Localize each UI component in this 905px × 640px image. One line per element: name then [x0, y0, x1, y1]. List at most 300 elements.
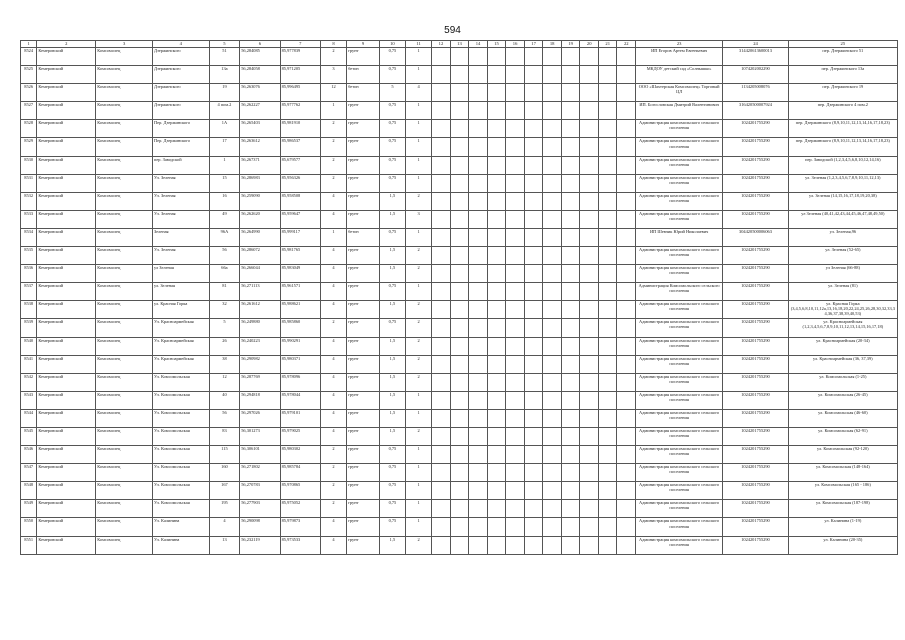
cell-area: 1,5 [379, 210, 405, 228]
empty-cell [432, 138, 451, 156]
empty-cell [543, 518, 562, 536]
cell-served-addresses: ул. Комсомольская (46-60) [788, 409, 897, 427]
cell-area: 1,5 [379, 301, 405, 319]
cell-district: Кемеровский [37, 337, 96, 355]
cell-ogrn: 1024201755290 [723, 301, 788, 319]
cell-container-count: 4 [320, 427, 346, 445]
cell-container-count: 4 [320, 391, 346, 409]
empty-cell [487, 210, 506, 228]
empty-cell [598, 228, 617, 246]
empty-cell [506, 409, 525, 427]
empty-cell [524, 301, 543, 319]
cell-latitude: 56,265403 [240, 120, 280, 138]
empty-cell [543, 138, 562, 156]
cell-district: Кемеровский [37, 192, 96, 210]
column-number: 14 [469, 41, 488, 48]
column-number-row [21, 41, 898, 48]
cell-served-addresses: пер. Дзержинского 19 [788, 84, 897, 102]
cell-bin-count: 1 [406, 283, 432, 301]
cell-street: Дзержинского [152, 102, 209, 120]
cell-row-number: 8544 [21, 409, 37, 427]
table-row [21, 210, 898, 228]
empty-cell [524, 337, 543, 355]
cell-latitude: 56,271802 [240, 464, 280, 482]
empty-cell [561, 210, 580, 228]
cell-settlement: Комсомолец [96, 156, 153, 174]
cell-district: Кемеровский [37, 518, 96, 536]
column-number: 24 [723, 41, 788, 48]
cell-row-number: 8540 [21, 337, 37, 355]
cell-owner: ИП Егоров Артем Евгеньевич [636, 48, 723, 66]
cell-bin-count: 2 [406, 427, 432, 445]
empty-cell [469, 464, 488, 482]
empty-cell [432, 301, 451, 319]
empty-cell [543, 409, 562, 427]
cell-owner: ИП. Богословская Дмитрий Валентинович [636, 102, 723, 120]
empty-cell [450, 210, 469, 228]
cell-surface-type: грунт [347, 355, 380, 373]
empty-cell [432, 120, 451, 138]
cell-district: Кемеровский [37, 283, 96, 301]
cell-street: Зеленая [152, 228, 209, 246]
empty-cell [561, 482, 580, 500]
cell-street: Дзержинского [152, 84, 209, 102]
empty-cell [580, 301, 599, 319]
cell-latitude: 56,261612 [240, 301, 280, 319]
empty-cell [524, 446, 543, 464]
cell-owner: Администрация комсомольского сельского поселения [636, 373, 723, 391]
empty-cell [561, 48, 580, 66]
empty-cell [617, 391, 636, 409]
empty-cell [469, 409, 488, 427]
cell-surface-type: грунт [347, 391, 380, 409]
cell-house: 115 [209, 446, 240, 464]
cell-settlement: Комсомолец [96, 319, 153, 337]
cell-served-addresses: ул. Красноармейская (20-34) [788, 337, 897, 355]
cell-longitude: 85,978044 [280, 391, 320, 409]
empty-cell [469, 228, 488, 246]
cell-ogrn: 1024201755290 [723, 192, 788, 210]
cell-bin-count: 1 [406, 446, 432, 464]
empty-cell [580, 156, 599, 174]
cell-latitude: 56,284085 [240, 48, 280, 66]
cell-container-count: 4 [320, 337, 346, 355]
empty-cell [561, 102, 580, 120]
empty-cell [543, 391, 562, 409]
empty-cell [598, 373, 617, 391]
cell-district: Кемеровский [37, 247, 96, 265]
empty-cell [506, 301, 525, 319]
cell-served-addresses: ул. Комсомольская (148-164) [788, 464, 897, 482]
table-row [21, 48, 898, 66]
empty-cell [543, 247, 562, 265]
cell-street: Ул. Комсомольская [152, 391, 209, 409]
empty-cell [487, 48, 506, 66]
empty-cell [506, 427, 525, 445]
empty-cell [561, 228, 580, 246]
empty-cell [506, 66, 525, 84]
empty-cell [617, 138, 636, 156]
cell-bin-count: 2 [406, 265, 432, 283]
cell-area: 1,5 [379, 391, 405, 409]
cell-settlement: Комсомолец [96, 66, 153, 84]
empty-cell [450, 120, 469, 138]
empty-cell [432, 192, 451, 210]
empty-cell [432, 355, 451, 373]
empty-cell [561, 337, 580, 355]
cell-served-addresses: ул. Зеленая (14,15,16,17,18,19,20,38) [788, 192, 897, 210]
empty-cell [469, 283, 488, 301]
empty-cell [580, 66, 599, 84]
cell-row-number: 8534 [21, 228, 37, 246]
empty-cell [598, 265, 617, 283]
cell-surface-type: грунт [347, 373, 380, 391]
cell-latitude: 56,286072 [240, 247, 280, 265]
cell-bin-count: 2 [406, 192, 432, 210]
cell-longitude: 85,985784 [280, 464, 320, 482]
cell-district: Кемеровский [37, 409, 96, 427]
cell-bin-count: 2 [406, 247, 432, 265]
cell-bin-count: 1 [406, 464, 432, 482]
cell-bin-count: 1 [406, 500, 432, 518]
empty-cell [432, 228, 451, 246]
cell-longitude: 85,978096 [280, 373, 320, 391]
cell-owner: Администрация комсомольского сельского поселения [636, 265, 723, 283]
cell-house: 13а [209, 66, 240, 84]
cell-owner: Администрация комсомольского сельского поселения [636, 518, 723, 536]
empty-cell [450, 446, 469, 464]
empty-cell [580, 210, 599, 228]
cell-area: 1,5 [379, 355, 405, 373]
cell-street: Ул. Красноармейская [152, 337, 209, 355]
cell-longitude: 85,975052 [280, 500, 320, 518]
empty-cell [598, 427, 617, 445]
cell-area: 0,75 [379, 500, 405, 518]
empty-cell [432, 283, 451, 301]
cell-row-number: 8535 [21, 247, 37, 265]
cell-area: 0,75 [379, 228, 405, 246]
cell-latitude: 56,270783 [240, 482, 280, 500]
empty-cell [450, 138, 469, 156]
cell-owner: Администрация комсомольского сельского поселения [636, 355, 723, 373]
empty-cell [432, 391, 451, 409]
cell-latitude: 56,287769 [240, 373, 280, 391]
empty-cell [469, 265, 488, 283]
empty-cell [432, 373, 451, 391]
cell-area: 0,75 [379, 138, 405, 156]
empty-cell [561, 319, 580, 337]
column-number: 23 [636, 41, 723, 48]
cell-house: 56 [209, 409, 240, 427]
column-number: 11 [406, 41, 432, 48]
cell-street: ул. Зеленая [152, 283, 209, 301]
cell-served-addresses: ул. Зеленая (1,2,3,4,5,6,7,8,9,10,11,12,13) [788, 174, 897, 192]
cell-district: Кемеровский [37, 427, 96, 445]
cell-area: 1,5 [379, 536, 405, 554]
cell-street: Ул. Калинина [152, 536, 209, 554]
empty-cell [469, 391, 488, 409]
cell-surface-type: грунт [347, 120, 380, 138]
empty-cell [450, 464, 469, 482]
empty-cell [506, 84, 525, 102]
cell-surface-type: грунт [347, 138, 380, 156]
empty-cell [450, 48, 469, 66]
empty-cell [617, 66, 636, 84]
table-row [21, 391, 898, 409]
cell-ogrn: 1024201755290 [723, 283, 788, 301]
cell-ogrn: 1024201755290 [723, 536, 788, 554]
cell-bin-count: 1 [406, 138, 432, 156]
empty-cell [450, 174, 469, 192]
empty-cell [450, 500, 469, 518]
table-body [21, 41, 898, 555]
cell-settlement: Комсомолец [96, 102, 153, 120]
empty-cell [617, 373, 636, 391]
cell-house: 195 [209, 500, 240, 518]
cell-ogrn: 1024201755290 [723, 120, 788, 138]
cell-row-number: 8539 [21, 319, 37, 337]
cell-district: Кемеровский [37, 391, 96, 409]
table-row [21, 84, 898, 102]
cell-served-addresses: ул. Зеленая,96 [788, 228, 897, 246]
cell-surface-type: грунт [347, 464, 380, 482]
empty-cell [432, 464, 451, 482]
cell-street: Ул. Комсомольская [152, 500, 209, 518]
cell-latitude: 56,263612 [240, 138, 280, 156]
cell-longitude: 85,990291 [280, 337, 320, 355]
cell-settlement: Комсомолец [96, 355, 153, 373]
cell-house: 83 [209, 427, 240, 445]
cell-row-number: 8526 [21, 84, 37, 102]
cell-settlement: Комсомолец [96, 174, 153, 192]
empty-cell [543, 156, 562, 174]
cell-container-count: 12 [320, 84, 346, 102]
empty-cell [487, 192, 506, 210]
empty-cell [487, 409, 506, 427]
cell-longitude: 85,983049 [280, 265, 320, 283]
empty-cell [524, 482, 543, 500]
cell-longitude: 85,970865 [280, 482, 320, 500]
cell-surface-type: грунт [347, 446, 380, 464]
cell-street: Ул. Комсомольская [152, 446, 209, 464]
cell-served-addresses: ул. Комсомольская (26-45) [788, 391, 897, 409]
empty-cell [450, 247, 469, 265]
empty-cell [580, 446, 599, 464]
cell-container-count: 4 [320, 192, 346, 210]
cell-street: Пер. Дзержинского [152, 138, 209, 156]
cell-longitude: 85,977762 [280, 102, 320, 120]
column-number: 5 [209, 41, 240, 48]
cell-settlement: Комсомолец [96, 192, 153, 210]
cell-owner: МКДОУ детский сад «Солнышко» [636, 66, 723, 84]
empty-cell [561, 536, 580, 554]
cell-area: 1,5 [379, 427, 405, 445]
empty-cell [598, 446, 617, 464]
empty-cell [543, 500, 562, 518]
empty-cell [487, 66, 506, 84]
cell-settlement: Комсомолец [96, 373, 153, 391]
cell-house: 16 [209, 192, 240, 210]
cell-longitude: 85,999117 [280, 228, 320, 246]
empty-cell [617, 500, 636, 518]
empty-cell [487, 283, 506, 301]
empty-cell [432, 156, 451, 174]
cell-house: 15 [209, 174, 240, 192]
cell-district: Кемеровский [37, 500, 96, 518]
cell-street: Ул. Комсомольская [152, 427, 209, 445]
empty-cell [543, 482, 562, 500]
empty-cell [561, 192, 580, 210]
empty-cell [506, 355, 525, 373]
cell-served-addresses: ул. Калинина (1-19) [788, 518, 897, 536]
empty-cell [469, 500, 488, 518]
empty-cell [487, 265, 506, 283]
cell-container-count: 4 [320, 518, 346, 536]
empty-cell [617, 337, 636, 355]
cell-settlement: Комсомолец [96, 518, 153, 536]
cell-bin-count: 2 [406, 355, 432, 373]
empty-cell [524, 156, 543, 174]
cell-container-count: 2 [320, 319, 346, 337]
empty-cell [469, 301, 488, 319]
empty-cell [598, 156, 617, 174]
cell-ogrn: 1074202002290 [723, 66, 788, 84]
cell-row-number: 8536 [21, 265, 37, 283]
cell-settlement: Комсомолец [96, 265, 153, 283]
cell-served-addresses: ул. Комсомольская (92-120) [788, 446, 897, 464]
empty-cell [524, 464, 543, 482]
cell-owner: ИП Шевчик Юрий Николаевич [636, 228, 723, 246]
empty-cell [598, 174, 617, 192]
cell-settlement: Комсомолец [96, 409, 153, 427]
empty-cell [450, 84, 469, 102]
empty-cell [561, 518, 580, 536]
empty-cell [580, 355, 599, 373]
cell-house: 56 [209, 247, 240, 265]
empty-cell [432, 446, 451, 464]
cell-surface-type: грунт [347, 192, 380, 210]
cell-container-count: 4 [320, 283, 346, 301]
cell-settlement: Комсомолец [96, 536, 153, 554]
column-number: 16 [506, 41, 525, 48]
empty-cell [524, 283, 543, 301]
cell-ogrn: 1024201755290 [723, 482, 788, 500]
table-row [21, 355, 898, 373]
cell-owner: Администрация комсомольского сельского поселения [636, 500, 723, 518]
table-row [21, 536, 898, 554]
cell-settlement: Комсомолец [96, 228, 153, 246]
cell-row-number: 8528 [21, 120, 37, 138]
cell-bin-count: 2 [406, 301, 432, 319]
cell-ogrn: 1024201755290 [723, 446, 788, 464]
empty-cell [617, 409, 636, 427]
cell-row-number: 8538 [21, 301, 37, 319]
cell-owner: Администрация комсомольского сельского поселения [636, 446, 723, 464]
cell-district: Кемеровский [37, 48, 96, 66]
cell-surface-type: грунт [347, 536, 380, 554]
empty-cell [580, 192, 599, 210]
empty-cell [469, 102, 488, 120]
cell-bin-count: 1 [406, 228, 432, 246]
cell-longitude: 85,961571 [280, 283, 320, 301]
empty-cell [580, 228, 599, 246]
empty-cell [617, 482, 636, 500]
empty-cell [487, 247, 506, 265]
empty-cell [598, 84, 617, 102]
cell-owner: Администрация комсомольского сельского поселения [636, 210, 723, 228]
cell-longitude: 85,971205 [280, 66, 320, 84]
empty-cell [432, 319, 451, 337]
cell-served-addresses: ул. Комсомольская (1-25) [788, 373, 897, 391]
empty-cell [469, 48, 488, 66]
empty-cell [469, 210, 488, 228]
cell-latitude: 56,259090 [240, 192, 280, 210]
empty-cell [487, 500, 506, 518]
empty-cell [506, 192, 525, 210]
cell-served-addresses: ул. Красноармейская (36, 37,39) [788, 355, 897, 373]
table-row [21, 446, 898, 464]
empty-cell [617, 210, 636, 228]
cell-container-count: 4 [320, 536, 346, 554]
cell-bin-count: 1 [406, 120, 432, 138]
cell-street: Ул. Комсомольская [152, 464, 209, 482]
empty-cell [524, 138, 543, 156]
cell-district: Кемеровский [37, 464, 96, 482]
table-row [21, 120, 898, 138]
cell-served-addresses: пер. Дзержинского 4 пом.2 [788, 102, 897, 120]
cell-longitude: 85,981765 [280, 247, 320, 265]
cell-ogrn: 314420613600013 [723, 48, 788, 66]
cell-street: Ул. Зеленая [152, 174, 209, 192]
cell-street: пер. Заводской [152, 156, 209, 174]
empty-cell [450, 409, 469, 427]
empty-cell [561, 156, 580, 174]
cell-settlement: Комсомолец [96, 337, 153, 355]
table-row [21, 301, 898, 319]
empty-cell [432, 247, 451, 265]
cell-ogrn: 1024201755290 [723, 138, 788, 156]
empty-cell [580, 174, 599, 192]
cell-ogrn: 1024201755290 [723, 337, 788, 355]
empty-cell [506, 265, 525, 283]
cell-area: 0,75 [379, 120, 405, 138]
empty-cell [580, 265, 599, 283]
empty-cell [580, 518, 599, 536]
empty-cell [450, 427, 469, 445]
cell-settlement: Комсомолец [96, 48, 153, 66]
cell-street: Ул. Калинина [152, 518, 209, 536]
empty-cell [598, 192, 617, 210]
cell-settlement: Комсомолец [96, 464, 153, 482]
empty-cell [506, 120, 525, 138]
cell-row-number: 8543 [21, 391, 37, 409]
cell-house: 13 [209, 536, 240, 554]
empty-cell [432, 84, 451, 102]
empty-cell [598, 482, 617, 500]
empty-cell [450, 518, 469, 536]
empty-cell [617, 265, 636, 283]
empty-cell [469, 355, 488, 373]
cell-surface-type: бетон [347, 84, 380, 102]
cell-house: 49 [209, 210, 240, 228]
cell-street: Ул. Зеленая [152, 192, 209, 210]
empty-cell [617, 319, 636, 337]
empty-cell [506, 247, 525, 265]
empty-cell [487, 319, 506, 337]
column-number: 4 [152, 41, 209, 48]
empty-cell [524, 391, 543, 409]
cell-latitude: 56,290982 [240, 355, 280, 373]
